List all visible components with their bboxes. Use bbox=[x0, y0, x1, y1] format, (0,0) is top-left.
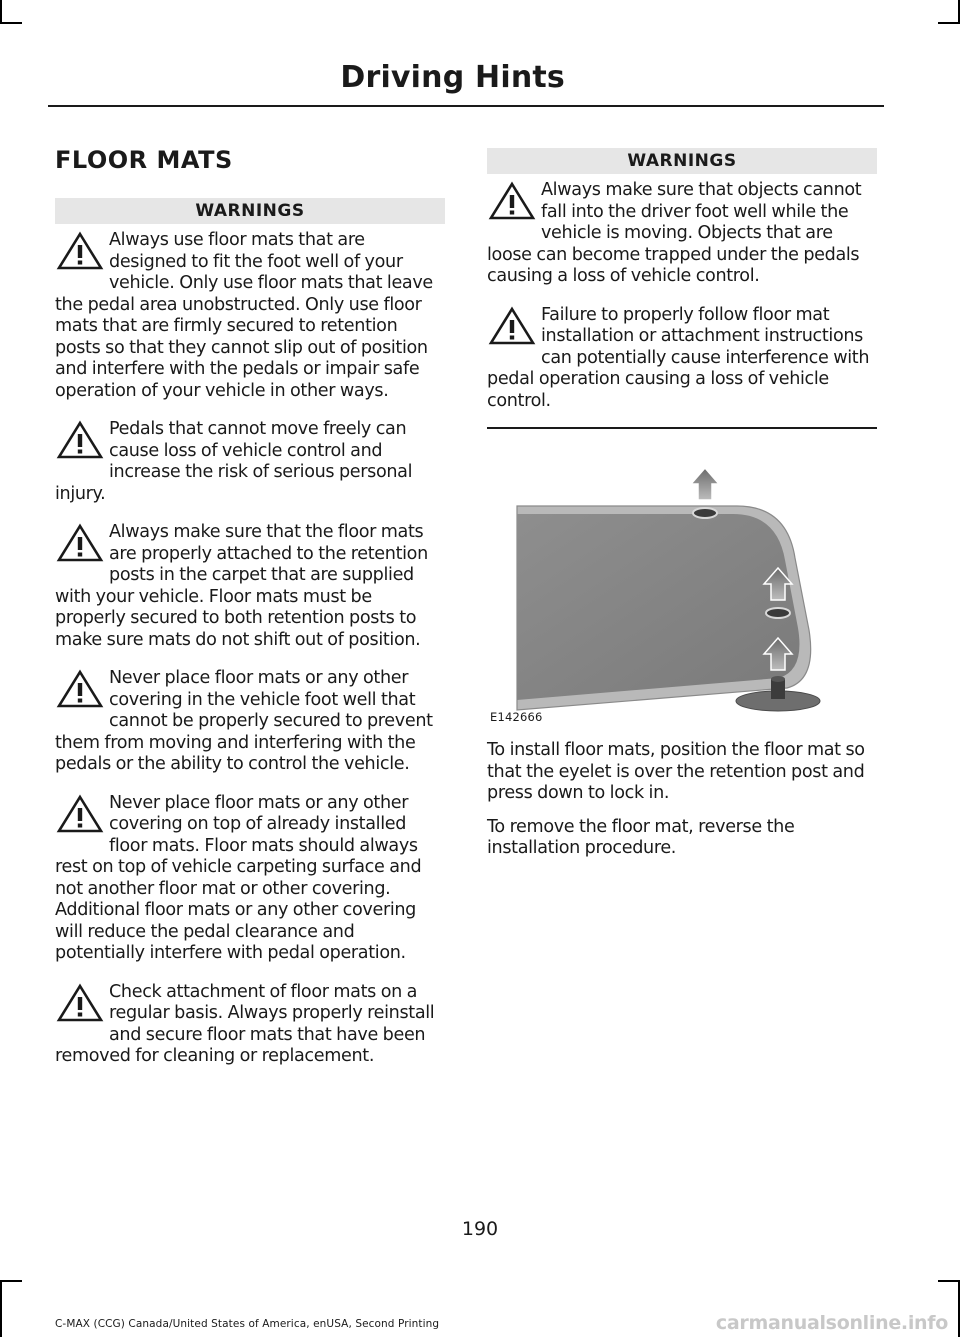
warning-text: Always make sure that objects cannot fall into the driver foot well while the vehicle is moving. Objects that are loose can become trapped under the pedals causing a loss of vehicle control. bbox=[487, 180, 862, 286]
page-number: 190 bbox=[461, 1218, 499, 1240]
floor-mat-illustration bbox=[487, 448, 877, 728]
right-column bbox=[487, 148, 877, 860]
crop-mark bbox=[0, 22, 22, 24]
warning-triangle-icon bbox=[487, 305, 539, 349]
warnings-heading: WARNINGS bbox=[55, 198, 445, 224]
left-column bbox=[55, 198, 445, 1085]
warning-text: Failure to properly follow floor mat installation or attachment instructions can potentially cause interference with pedal operation causing a loss of vehicle control. bbox=[487, 304, 870, 411]
footer-text: C-MAX (CCG) Canada/United States of America, enUSA, Second Printing bbox=[55, 1318, 440, 1330]
warnings-list bbox=[487, 180, 877, 412]
warnings-end-divider bbox=[487, 427, 877, 429]
crop-mark bbox=[0, 1280, 22, 1282]
warning-text: Check attachment of floor mats on a regular basis. Always properly reinstall and secure floor mats that have been removed for cleaning or replacement. bbox=[55, 981, 435, 1066]
crop-mark bbox=[938, 1280, 960, 1282]
warning-text: Never place floor mats or any other covering on top of already installed floor mats. Floor mats should always rest on top of vehicle carpeting surface and not another floor mat or other covering. Additional floor mats or any other covering will reduce the pedal clearance and potentially interfere with pedal operation. bbox=[55, 792, 422, 963]
warning-triangle-icon bbox=[55, 668, 107, 712]
arrow-up-icon bbox=[691, 468, 719, 500]
warnings-heading: WARNINGS bbox=[487, 148, 877, 174]
warning-item bbox=[487, 305, 877, 413]
warning-triangle-icon bbox=[487, 180, 539, 224]
figure-label: E142666 bbox=[490, 710, 543, 724]
crop-mark bbox=[0, 0, 2, 22]
install-instructions: To install floor mats, position the floor mat so that the eyelet is over the retention post and press down to lock in. bbox=[487, 740, 865, 803]
warning-item bbox=[55, 668, 445, 776]
warning-text: Always make sure that the floor mats are properly attached to the retention posts in the carpet that are supplied with your vehicle. Floor mats must be properly secured to both retention posts to make sure mats do not shift out of position. bbox=[55, 522, 428, 650]
header-divider bbox=[48, 105, 884, 107]
warning-item bbox=[55, 230, 445, 402]
warning-item bbox=[55, 419, 445, 505]
page-header-title: Driving Hints bbox=[340, 60, 565, 95]
crop-mark bbox=[938, 22, 960, 24]
warning-item bbox=[487, 180, 877, 288]
section-title: FLOOR MATS bbox=[55, 146, 233, 174]
watermark: carmanualsonline.info bbox=[715, 1312, 948, 1334]
floor-mat-drawing bbox=[487, 448, 877, 728]
warning-item bbox=[55, 522, 445, 651]
warning-triangle-icon bbox=[55, 793, 107, 837]
warning-item bbox=[55, 793, 445, 965]
warnings-list bbox=[55, 230, 445, 1068]
warning-triangle-icon bbox=[55, 419, 107, 463]
warning-item bbox=[55, 982, 445, 1068]
warning-text: Never place floor mats or any other covering in the vehicle foot well that cannot be properly secured to prevent them from moving and interfering with the pedals or the ability to control the vehicle. bbox=[55, 668, 433, 774]
warning-text: Always use floor mats that are designed to fit the foot well of your vehicle. Only use floor mats that leave the pedal area unobstructed. Only use floor mats that are firmly secured to retention posts so that they cannot slip out of position and interfere with the pedals or impair safe operation of your vehicle in other ways. bbox=[55, 230, 433, 401]
remove-instructions: To remove the floor mat, reverse the installation procedure. bbox=[487, 816, 795, 858]
warning-triangle-icon bbox=[55, 230, 107, 274]
warning-text: Pedals that cannot move freely can cause loss of vehicle control and increase the risk of serious personal injury. bbox=[55, 419, 413, 504]
warning-triangle-icon bbox=[55, 982, 107, 1026]
warning-triangle-icon bbox=[55, 522, 107, 566]
crop-mark bbox=[0, 1280, 2, 1337]
